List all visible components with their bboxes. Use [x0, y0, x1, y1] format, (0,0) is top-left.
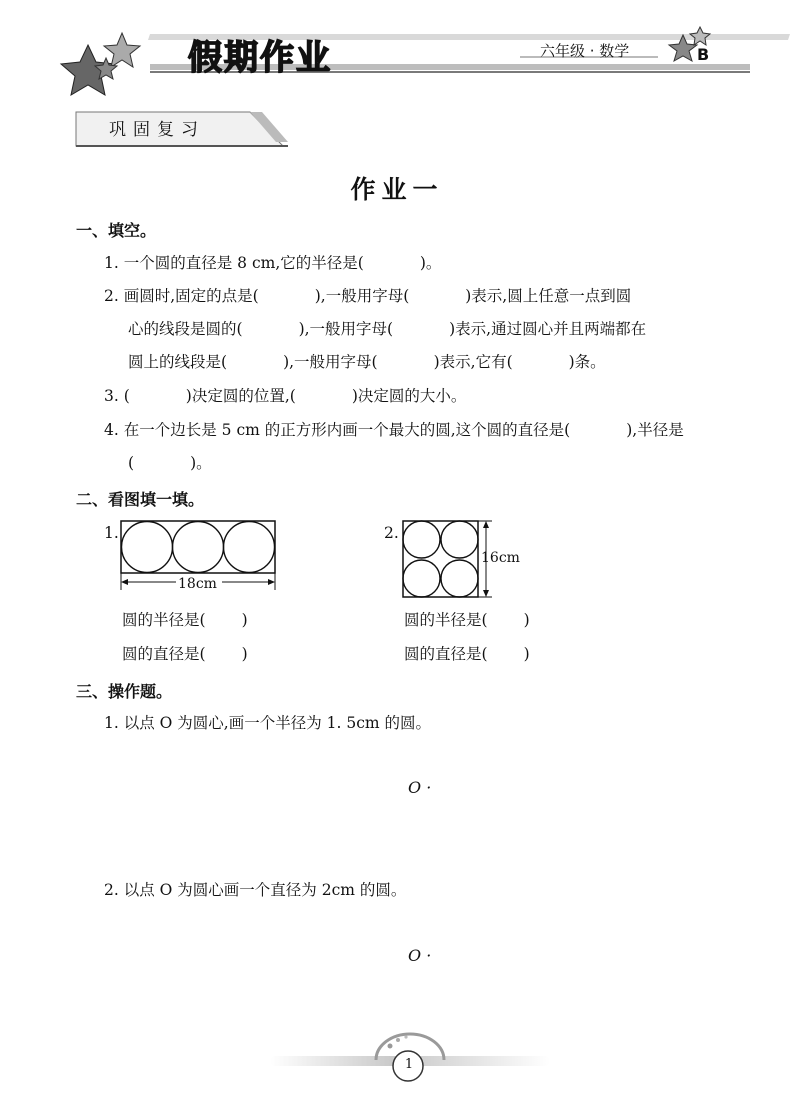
question-1-1: 1. 一个圆的直径是 8 cm,它的半径是( )。: [104, 254, 442, 272]
question-1-2-line1: 2. 画圆时,固定的点是( ),一般用字母( )表示,圆上任意一点到圆: [104, 287, 632, 305]
figure-2-number: 2.: [384, 524, 399, 542]
figure-1-radius: 圆的半径是( ): [122, 611, 248, 629]
figure-2-radius: 圆的半径是( ): [404, 611, 530, 629]
figure-1-number: 1.: [104, 524, 119, 542]
question-1-2-line3: 圆上的线段是( ),一般用字母( )表示,它有( )条。: [128, 353, 606, 371]
center-point-o[interactable]: O ·: [408, 778, 432, 797]
figure-2-dimension: 16cm: [481, 550, 520, 566]
star-icon: [104, 33, 140, 67]
star-icon: [690, 27, 710, 45]
page-title: 作业一: [350, 175, 444, 204]
page-number: 1: [404, 1057, 414, 1072]
question-1-4-line1: 4. 在一个边长是 5 cm 的正方形内画一个最大的圆,这个圆的直径是( ),半径是: [104, 421, 684, 439]
figure-1-dimension: 18cm: [178, 576, 217, 592]
figure-1-diameter: 圆的直径是( ): [122, 645, 248, 663]
part2-heading: 二、看图填一填。: [76, 490, 205, 509]
part1-heading: 一、填空。: [76, 221, 157, 240]
question-3-1: 1. 以点 O 为圆心,画一个半径为 1. 5cm 的圆。: [104, 714, 432, 732]
part3-heading: 三、操作题。: [76, 682, 173, 701]
section-tab: 巩固复习: [109, 120, 205, 140]
grade-subject: 六年级 · 数学: [540, 42, 630, 60]
center-point-o[interactable]: O ·: [408, 946, 432, 965]
question-3-2: 2. 以点 O 为圆心画一个直径为 2cm 的圆。: [104, 881, 407, 899]
question-1-3: 3. ( )决定圆的位置,( )决定圆的大小。: [104, 387, 467, 405]
question-1-2-line2: 心的线段是圆的( ),一般用字母( )表示,通过圆心并且两端都在: [128, 320, 647, 338]
question-1-4-line2: ( )。: [128, 454, 212, 472]
edition-badge: B: [697, 45, 710, 64]
header-title: 假期作业: [188, 38, 332, 78]
figure-2-diameter: 圆的直径是( ): [404, 645, 530, 663]
